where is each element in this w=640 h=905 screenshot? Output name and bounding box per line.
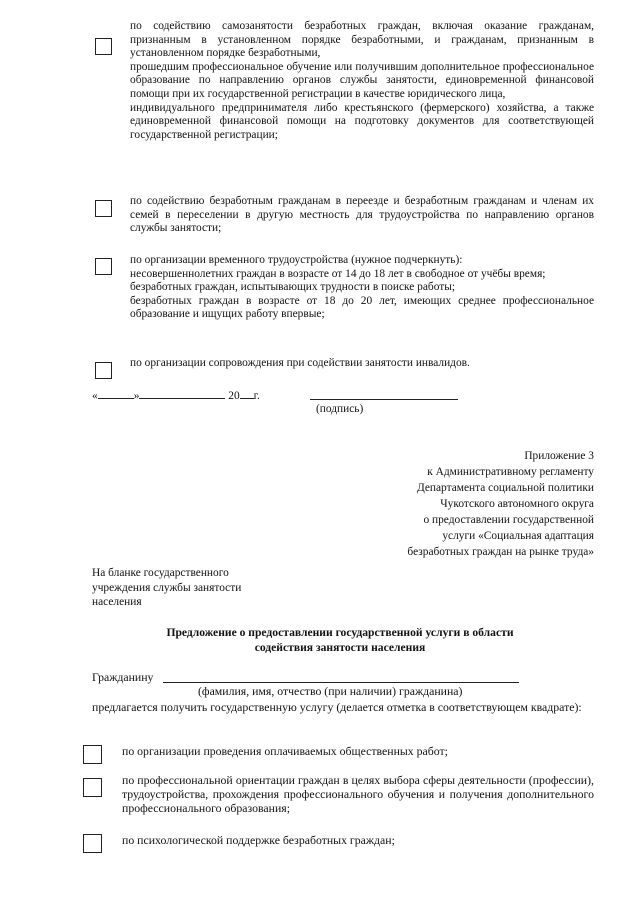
- letterhead-line: учреждения службы занятости: [92, 581, 242, 594]
- checkbox-temporary-employment[interactable]: [95, 258, 112, 275]
- year-blank[interactable]: [240, 388, 254, 399]
- letterhead-line: На бланке государственного: [92, 567, 229, 579]
- item-temporary-employment-text: [130, 254, 594, 322]
- paragraph: безработных граждан в возрасте от 18 до 20 лет, имеющих среднее профессиональное образование и ищущих работу впервые;: [130, 294, 594, 321]
- citizen-label: Гражданину: [92, 670, 154, 684]
- paragraph: по содействию безработным гражданам в переезде и безработным гражданам и членам их семей в переселении в другую местность для трудоустройства по направлению органов службы занятости;: [130, 195, 594, 235]
- paragraph: по содействию самозанятости безработных граждан, включая оказание гражданам, признанным в установленном порядке безработными, и гражданам, признанным в установленном порядке безработными,: [130, 20, 594, 60]
- appendix-line: услуги «Социальная адаптация: [442, 530, 594, 542]
- paragraph: безработных граждан, испытывающих трудности в поиске работы;: [130, 281, 456, 294]
- paragraph: прошедшим профессиональное обучение или получившим дополнительное профессиональное образование по направлению органов службы занятости, единовременной финансовой помощи при их государственной регистрации в качестве юридического лица,: [130, 60, 594, 100]
- open-quote: «: [92, 390, 98, 402]
- date-line: [92, 388, 260, 404]
- item-public-works-text: по организации проведения оплачиваемых общественных работ;: [122, 744, 448, 758]
- year-suffix: г.: [253, 390, 260, 402]
- paragraph: по организации временного трудоустройства (нужное подчеркнуть):: [130, 254, 463, 266]
- letterhead-line: населения: [92, 596, 142, 609]
- appendix-line: о предоставлении государственной: [423, 514, 594, 526]
- checkbox-self-employment[interactable]: [95, 38, 112, 55]
- checkbox-psychological-support[interactable]: [83, 834, 102, 853]
- close-quote: »: [133, 390, 140, 402]
- item-career-guidance-text: по профессиональной ориентации граждан в целях выбора сферы деятельности (профессии), трудоустройства, прохождения профессионального обучения и получения дополнительного профессионального образования;: [122, 773, 594, 815]
- checkbox-relocation[interactable]: [95, 200, 112, 217]
- month-blank[interactable]: [139, 388, 225, 399]
- appendix-line: Чукотского автономного округа: [440, 498, 594, 510]
- paragraph: по организации сопровождения при содействии занятости инвалидов.: [130, 357, 470, 369]
- checkbox-disabled-support[interactable]: [95, 362, 112, 379]
- title-line: Предложение о предоставлении государственной услуги в области: [166, 626, 514, 639]
- checkbox-career-guidance[interactable]: [83, 778, 102, 797]
- item-self-employment-text: [130, 20, 594, 142]
- offer-title: [90, 626, 590, 655]
- appendix-line: Департамента социальной политики: [416, 482, 594, 494]
- item-disabled-support-text: [130, 357, 594, 371]
- letterhead-note: [92, 566, 241, 610]
- paragraph: несовершеннолетних граждан в возрасте от 14 до 18 лет в свободное от учёбы время;: [130, 267, 546, 280]
- signature-line[interactable]: [310, 399, 458, 400]
- day-blank[interactable]: [98, 388, 134, 399]
- year-prefix: 20: [228, 390, 240, 402]
- appendix-block: [294, 448, 594, 560]
- citizen-caption: (фамилия, имя, отчество (при наличии) гражданина): [198, 684, 463, 698]
- checkbox-public-works[interactable]: [83, 745, 102, 764]
- offer-intro: предлагается получить государственную услугу (делается отметка в соответствующем квадрате):: [92, 700, 582, 714]
- title-line: содействия занятости населения: [254, 640, 426, 654]
- paragraph: индивидуального предпринимателя либо крестьянского (фермерского) хозяйства, а также единовременной финансовой помощи на подготовку документов для соответствующей государственной регистрации;: [130, 101, 594, 141]
- appendix-line: Приложение 3: [524, 450, 594, 462]
- citizen-name-field[interactable]: [163, 682, 519, 683]
- item-relocation-text: [130, 195, 594, 236]
- appendix-line: к Административному регламенту: [427, 466, 594, 478]
- item-psychological-support-text: по психологической поддержке безработных граждан;: [122, 833, 395, 847]
- appendix-line: безработных граждан на рынке труда»: [407, 546, 594, 558]
- signature-caption: (подпись): [316, 403, 364, 415]
